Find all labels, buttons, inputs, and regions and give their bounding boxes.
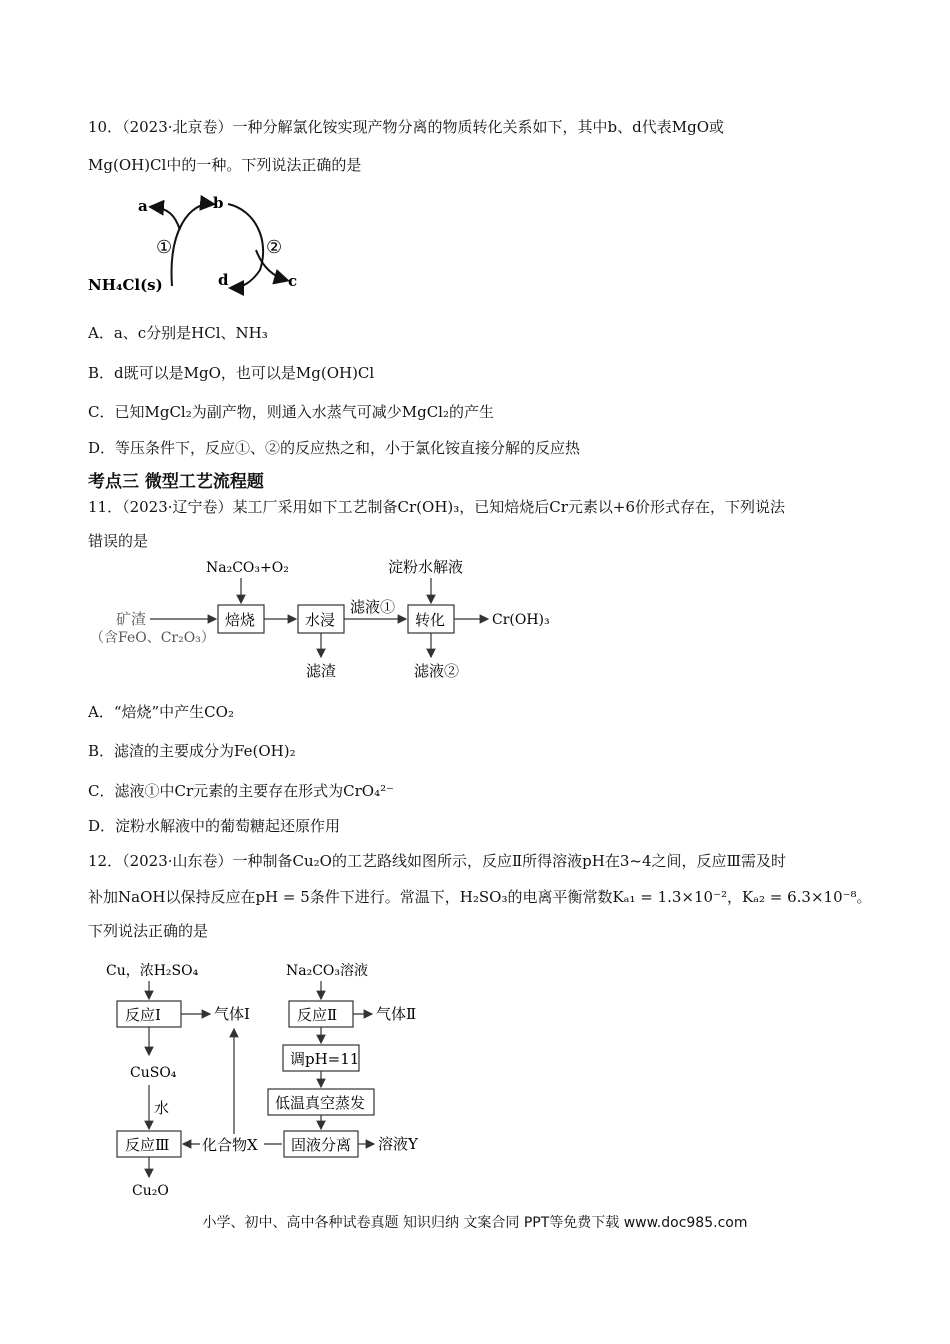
q10-label-c: c <box>288 272 298 290</box>
q12-box-r2-label: 反应Ⅱ <box>297 1006 338 1024</box>
q10-label-d: d <box>218 271 229 289</box>
q11-filtrate1: 滤液① <box>350 598 396 616</box>
q11-filtrate2: 滤液② <box>414 662 460 680</box>
q12-water: 水 <box>154 1099 170 1117</box>
q12-cu2o: Cu₂O <box>132 1183 169 1199</box>
q10-arc-right <box>228 204 263 288</box>
q12-compound-x: 化合物X <box>202 1136 258 1154</box>
page-footer: 小学、初中、高中各种试卷真题 知识归纳 文案合同 PPT等免费下载 www.doc985.com <box>202 1215 748 1231</box>
q11-reagent2: 淀粉水解液 <box>388 558 464 576</box>
q11-option-d: D．淀粉水解液中的葡萄糖起还原作用 <box>88 817 341 835</box>
q11-box-roast-label: 焙烧 <box>225 611 256 629</box>
q11-box-convert-label: 转化 <box>415 611 446 629</box>
q10-stem-line1: 10．（2023·北京卷）一种分解氯化铵实现产物分离的物质转化关系如下，其中b、d代表MgO或 <box>88 118 724 136</box>
q10-step-1: ① <box>156 237 173 258</box>
q11-box-leach-label: 水浸 <box>305 611 336 629</box>
q12-flow-diagram <box>100 955 450 1205</box>
q11-product: Cr(OH)₃ <box>492 612 550 628</box>
q12-stem-line1: 12．（2023·山东卷）一种制备Cu₂O的工艺路线如图所示，反应Ⅱ所得溶液pH在3~4之间，反应Ⅲ需及时 <box>88 852 786 870</box>
q11-input: 矿渣 <box>116 610 147 628</box>
q12-gas2: 气体Ⅱ <box>376 1005 417 1023</box>
q10-label-a: a <box>138 197 148 215</box>
section-title: 考点三 微型工艺流程题 <box>88 472 264 492</box>
q11-residue: 滤渣 <box>306 662 337 680</box>
q12-stem-line3: 下列说法正确的是 <box>88 922 209 940</box>
q12-gas1: 气体Ⅰ <box>214 1005 250 1023</box>
q10-stem-line2: Mg(OH)Cl中的一种。下列说法正确的是 <box>88 156 362 174</box>
q11-flow-diagram <box>88 552 578 687</box>
q12-box-evap-label: 低温真空蒸发 <box>275 1094 366 1112</box>
q12-solution-y: 溶液Y <box>378 1135 418 1153</box>
q10-reactant: NH₄Cl(s) <box>88 276 163 294</box>
q11-reagent1: Na₂CO₃+O₂ <box>206 560 289 576</box>
q11-option-b: B．滤渣的主要成分为Fe(OH)₂ <box>88 742 296 760</box>
q12-start1: Cu，浓H₂SO₄ <box>106 963 199 979</box>
q10-label-b: b <box>213 194 224 212</box>
q10-arc-left <box>172 204 212 286</box>
q10-option-c: C．已知MgCl₂为副产物，则通入水蒸气可减少MgCl₂的产生 <box>88 403 494 421</box>
q11-option-a: A．“焙烧”中产生CO₂ <box>88 703 234 721</box>
q10-option-a: A．a、c分别是HCl、NH₃ <box>88 324 268 342</box>
q10-step-2: ② <box>266 237 283 258</box>
q10-cycle-diagram <box>80 190 320 300</box>
q10-arc-a <box>152 207 180 230</box>
q12-box-r3-label: 反应Ⅲ <box>125 1136 170 1154</box>
q12-start2: Na₂CO₃溶液 <box>286 963 369 979</box>
q12-box-ph-label: 调pH=11 <box>290 1050 360 1068</box>
q11-stem-line2: 错误的是 <box>88 532 149 550</box>
q12-box-r1-label: 反应Ⅰ <box>125 1006 161 1024</box>
q10-option-b: B．d既可以是MgO，也可以是Mg(OH)Cl <box>88 364 375 382</box>
q10-option-d: D．等压条件下，反应①、②的反应热之和，小于氯化铵直接分解的反应热 <box>88 439 581 457</box>
q11-input-note: （含FeO、Cr₂O₃） <box>90 630 215 646</box>
q11-option-c: C．滤液①中Cr元素的主要存在形式为CrO₄²⁻ <box>88 782 395 800</box>
q11-stem-line1: 11．（2023·辽宁卷）某工厂采用如下工艺制备Cr(OH)₃，已知焙烧后Cr元素以+6价形式存在，下列说法 <box>88 498 786 516</box>
q12-stem-line2: 补加NaOH以保持反应在pH = 5条件下进行。常温下，H₂SO₃的电离平衡常数Kₐ₁ = 1.3×10⁻²，Kₐ₂ = 6.3×10⁻⁸。 <box>88 888 872 906</box>
q12-cuso4: CuSO₄ <box>130 1065 177 1081</box>
q12-box-sep-label: 固液分离 <box>291 1136 352 1154</box>
